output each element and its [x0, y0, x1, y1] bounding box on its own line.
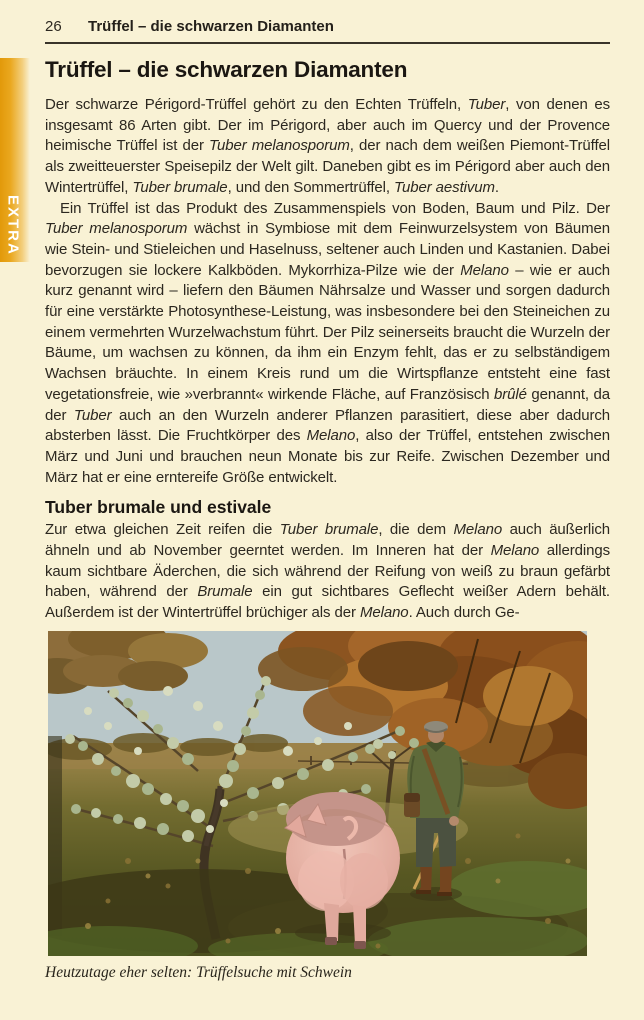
extra-tab [0, 58, 30, 262]
subheading: Tuber brumale und estivale [45, 497, 272, 518]
photo-caption: Heutzutage eher selten: Trüffelsuche mit Schwein [45, 963, 352, 981]
truffle-photo [48, 631, 587, 956]
paragraph-3: Zur etwa gleichen Zeit reifen die Tuber brumale, die dem Melano auch äußerlich ähneln und ab November geerntet werden. Im Inneren hat der Melano allerdings kaum sichtbare Äderchen, die sich während der Reifung von weiß zu braun gefärbt haben, während der Brumale ein gut sichtbares Geflecht weißer Adern behält. Außerdem ist der Wintertrüffel brüchiger als der Melano. Auch durch Ge- [45, 521, 610, 622]
page-title: Trüffel – die schwarzen Diamanten [45, 57, 408, 82]
extra-tab-label: EXTRA [4, 195, 22, 256]
paragraph-1: Der schwarze Périgord-Trüffel gehört zu den Echten Trüffeln, Tuber, von denen es insgesamt 86 Arten gibt. Der im Périgord, aber auch im Quercy und der Provence heimische Trüffel ist der Tuber melanosporum, der nach dem weißen Piemont-Trüffel als zweitteuerster Speisepilz der Welt gilt. Daneben gibt es im Périgord aber auch den Wintertrüffel, Tuber brumale, und den Sommertrüffel, Tuber aestivum. [45, 96, 610, 196]
running-header [45, 18, 610, 44]
truffle-photo-figure [45, 631, 587, 982]
page-content [45, 18, 610, 982]
paragraph-2: Ein Trüffel ist das Produkt des Zusammenspiels von Boden, Baum und Pilz. Der Tuber melanosporum wächst in Symbiose mit dem Feinwurzelsystem von Bäumen wie Stein- und Stieleichen und Haselnuss, seltener auch Linden und Kastanien. Dabei bevorzugen sie lockere Kalkböden. Mykorrhiza-Pilze wie der Melano – wie er auch kurz genannt wird – liefern den Bäumen Nährsalze und Wasser und sorgen dadurch für eine verstärkte Photosynthese-Leistung, was insbesondere bei den Steineichen zu einem vermehrten Wurzelwachstum führt. Der Pilz seinerseits braucht die Wurzeln der Bäume, um wachsen zu können, da ihm ein Enzym fehlt, das er zu selbständigem Wachsen bräuchte. In einem Kreis rund um die Wirtspflanze entsteht eine fast vegetationsfreie, wie »verbrannt« wirkende Fläche, auf Französisch brûlé genannt, da der Tuber auch an den Wurzeln anderer Pflanzen parasitiert, diese aber dadurch absterben lässt. Die Fruchtkörper des Melano, also der Trüffel, entstehen zwischen März und Juni und brauchen neun Monate bis zur Reife. Zwischen Dezember und März hat er eine erntereife Größe entwickelt. [45, 199, 611, 486]
page-number: 26 [45, 18, 62, 35]
running-title: Trüffel – die schwarzen Diamanten [88, 18, 334, 35]
